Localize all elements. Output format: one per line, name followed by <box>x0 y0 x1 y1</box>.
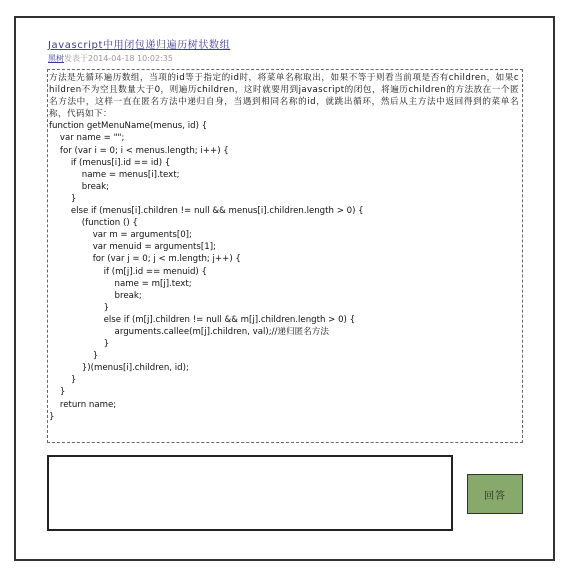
reply-input[interactable] <box>47 455 453 531</box>
post-title-link[interactable]: Javascript中用闭包递归遍历树状数组 <box>48 40 231 51</box>
post-meta <box>48 53 173 64</box>
answer-button[interactable]: 回答 <box>467 474 523 514</box>
post-intro-text: 方法是先循环遍历数组，当项的id等于指定的id时，将菜单名称取出，如果不等于则看当前项是否有children，如果children不为空且数量大于0，则遍历children，这时就要用到javascript的闭包，将遍历children的方法放在一个匿名方法中，这样一直在匿名方法中递归自身，当遇到相同名称的id，就跳出循环，然后从主方法中返回得到的菜单名称，代码如下： <box>49 73 519 120</box>
posted-prefix: 发表于 <box>64 54 88 63</box>
code-block: function getMenuName(menus, id) { var name = ""; for (var i = 0; i < menus.length; i++) { if (menus[i].id == id) { name = menus[i].text; break; } else if (menus[i].children != null && menus[i].children.length > 0) { (function () { var m = arguments[0]; var menuid = arguments[1]; for (var j = 0; j < m.length; j++) { if (m[j].id == menuid) { name = m[j].text; break; } else if (m[j].children != null && m[j].children.length > 0) { arguments.callee(m[j].children, val);//递归匿名方法 } } })(menus[i].children, id); } } return name; } <box>49 121 364 422</box>
post-content <box>47 69 523 443</box>
author-link[interactable]: 黑树 <box>48 54 64 63</box>
posted-timestamp: 2014-04-18 10:02:35 <box>88 54 173 63</box>
